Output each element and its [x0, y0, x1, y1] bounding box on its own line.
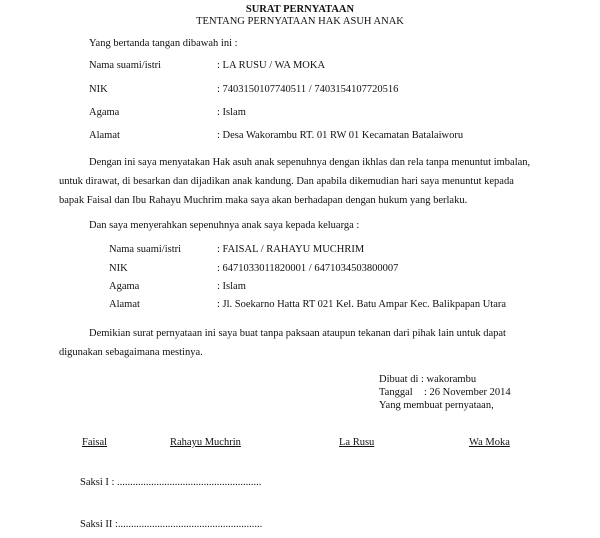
document-title: SURAT PERNYATAAN [245, 4, 355, 15]
statement-line-1: Dengan ini saya menyatakan Hak asuh anak sepenuhnya dengan ikhlas dan rela tanpa menuntut imbalan, [89, 157, 531, 168]
first-party-religion-label: Agama [89, 107, 120, 118]
second-party-address-value: : Jl. Soekarno Hatta RT 021 Kel. Batu Ampar Kec. Balikpapan Utara [217, 299, 507, 310]
second-party-nik-label: NIK [109, 263, 128, 274]
made-at: Dibuat di : wakorambu [379, 374, 477, 385]
first-party-address-label: Alamat [89, 130, 120, 141]
date-label: Tanggal [379, 387, 413, 398]
signature-wa-moka: Wa Moka [469, 437, 510, 448]
first-party-nik-value: : 7403150107740511 / 7403154107720516 [217, 84, 399, 95]
second-party-religion-value: : Islam [217, 281, 246, 292]
intro-text: Yang bertanda tangan dibawah ini : [89, 38, 238, 49]
first-party-religion-value: : Islam [217, 107, 246, 118]
witness-1: Saksi I : ....................................................... [80, 477, 262, 488]
statement-line-3: bapak Faisal dan Ibu Rahayu Muchrim maka saya akan berhadapan dengan hukum yang berlaku. [59, 195, 468, 206]
closing-line-1: Demikian surat pernyataan ini saya buat tanpa paksaan ataupun tekanan dari pihak lain untuk dapat [89, 328, 506, 339]
second-party-nik-value: : 6471033011820001 / 6471034503800007 [217, 263, 399, 274]
signature-rahayu-muchrin: Rahayu Muchrin [170, 437, 241, 448]
statement-line-2: untuk dirawat, di besarkan dan dijadikan anak kandung. Dan apabila dikemudian hari saya menuntut kepada [59, 176, 514, 187]
first-party-name-label: Nama suami/istri [89, 60, 162, 71]
first-party-address-value: : Desa Wakorambu RT. 01 RW 01 Kecamatan Batalaiworu [217, 130, 464, 141]
signature-la-rusu: La Rusu [339, 437, 375, 448]
witness-2: Saksi II :....................................................... [80, 519, 263, 530]
closing-line-2: digunakan sebagaimana mestinya. [59, 347, 203, 358]
maker-label: Yang membuat pernyataan, [379, 400, 494, 411]
document-subtitle: TENTANG PERNYATAAN HAK ASUH ANAK [196, 16, 404, 27]
second-party-address-label: Alamat [109, 299, 140, 310]
first-party-nik-label: NIK [89, 84, 108, 95]
second-party-religion-label: Agama [109, 281, 140, 292]
transfer-intro: Dan saya menyerahkan sepenuhnya anak saya kepada keluarga : [89, 220, 360, 231]
second-party-name-label: Nama suami/istri [109, 244, 182, 255]
signature-faisal: Faisal [82, 437, 108, 448]
first-party-name-value: : LA RUSU / WA MOKA [217, 60, 326, 71]
second-party-name-value: : FAISAL / RAHAYU MUCHRIM [217, 244, 365, 255]
date-value: : 26 November 2014 [424, 387, 511, 398]
